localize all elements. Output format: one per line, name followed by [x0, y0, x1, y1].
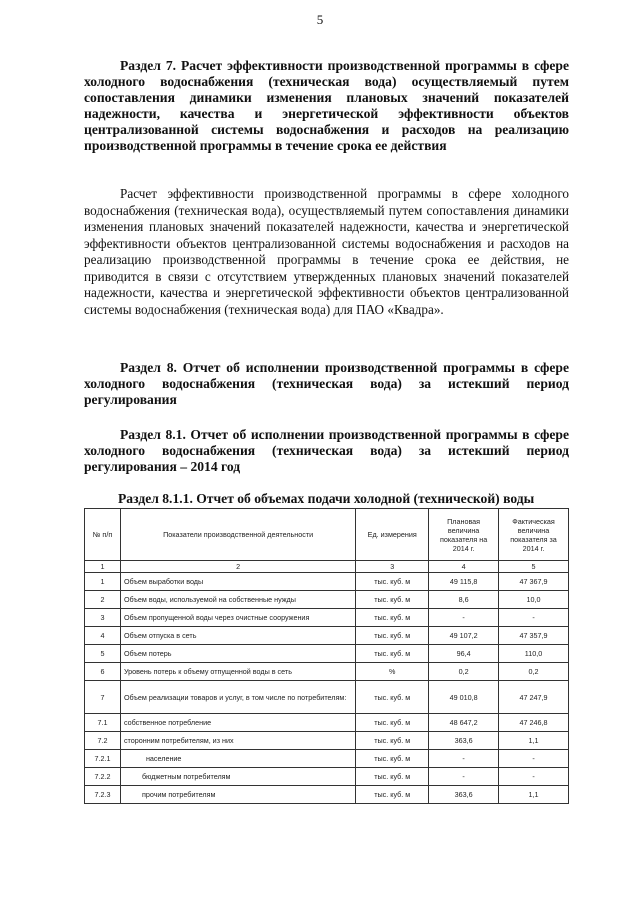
row-indicator: Объем реализации товаров и услуг, в том числе по потребителям: [120, 681, 355, 714]
row-unit: тыс. куб. м [356, 681, 429, 714]
water-supply-table [84, 508, 569, 804]
row-plan-value: - [429, 609, 499, 627]
row-indicator: прочим потребителям [120, 786, 355, 804]
table-row [85, 609, 569, 627]
row-actual-value: 47 247,9 [499, 681, 569, 714]
row-number: 7 [85, 681, 121, 714]
table-row [85, 591, 569, 609]
row-indicator: собственное потребление [120, 714, 355, 732]
table-row [85, 663, 569, 681]
row-indicator: население [120, 750, 355, 768]
row-plan-value: 0,2 [429, 663, 499, 681]
row-unit: тыс. куб. м [356, 627, 429, 645]
table-row [85, 750, 569, 768]
header-indicator: Показатели производственной деятельности [120, 509, 355, 561]
col-number: 5 [499, 561, 569, 573]
section-7-heading: Раздел 7. Расчет эффективности производственной программы в сфере холодного водоснабжения (техническая вода) осуществляемый путем сопоставления динамики изменения плановых значений показателей надежности, качества и энергетической эффективности объектов централизованной системы водоснабжения и расходов на реализацию производственной программы в течение срока ее действия [84, 58, 569, 153]
row-actual-value: - [499, 609, 569, 627]
row-number: 7.2 [85, 732, 121, 750]
table-row [85, 786, 569, 804]
row-plan-value: 49 107,2 [429, 627, 499, 645]
section-8-heading: Раздел 8. Отчет об исполнении производственной программы в сфере холодного водоснабжения (техническая вода) за истекший период регулирования [84, 360, 569, 407]
row-number: 7.1 [85, 714, 121, 732]
row-unit: тыс. куб. м [356, 591, 429, 609]
row-number: 5 [85, 645, 121, 663]
row-actual-value: 47 357,9 [499, 627, 569, 645]
row-number: 4 [85, 627, 121, 645]
row-actual-value: 1,1 [499, 786, 569, 804]
col-number: 4 [429, 561, 499, 573]
row-number: 1 [85, 573, 121, 591]
row-indicator: Объем выработки воды [120, 573, 355, 591]
row-plan-value: - [429, 768, 499, 786]
row-actual-value: - [499, 768, 569, 786]
row-indicator: сторонним потребителям, из них [120, 732, 355, 750]
col-number: 2 [120, 561, 355, 573]
row-number: 6 [85, 663, 121, 681]
section-7-paragraph: Расчет эффективности производственной программы в сфере холодного водоснабжения (техническая вода), осуществляемый путем сопоставления динамики изменения плановых значений показателей надежности, качества и энергетической эффективности объектов централизованной системы водоснабжения и расходов на реализацию производственной программы в течение срока ее действия, не приводится в связи с отсутствием утвержденных плановых значений показателей надежности, качества и энергетической эффективности объектов централизованной системы водоснабжения (техническая вода) для ПАО «Квадра». [84, 186, 569, 317]
row-indicator: бюджетным потребителям [120, 768, 355, 786]
row-number: 2 [85, 591, 121, 609]
row-unit: тыс. куб. м [356, 768, 429, 786]
row-number: 7.2.3 [85, 786, 121, 804]
row-unit: тыс. куб. м [356, 645, 429, 663]
row-plan-value: 8,6 [429, 591, 499, 609]
section-7 [84, 58, 569, 154]
row-actual-value: 10,0 [499, 591, 569, 609]
row-unit: тыс. куб. м [356, 732, 429, 750]
row-unit: тыс. куб. м [356, 750, 429, 768]
row-number: 7.2.1 [85, 750, 121, 768]
row-plan-value: - [429, 750, 499, 768]
row-indicator: Объем потерь [120, 645, 355, 663]
row-indicator: Объем воды, используемой на собственные нужды [120, 591, 355, 609]
header-num: № п/п [85, 509, 121, 561]
column-numbers-row [85, 561, 569, 573]
row-number: 7.2.2 [85, 768, 121, 786]
row-unit: % [356, 663, 429, 681]
header-plan: Плановая величина показателя на 2014 г. [429, 509, 499, 561]
col-number: 3 [356, 561, 429, 573]
table-row [85, 627, 569, 645]
header-actual: Фактическая величина показателя за 2014 г. [499, 509, 569, 561]
table-row [85, 714, 569, 732]
table-row [85, 573, 569, 591]
row-unit: тыс. куб. м [356, 573, 429, 591]
table-row [85, 732, 569, 750]
section-8-1-heading: Раздел 8.1. Отчет об исполнении производственной программы в сфере холодного водоснабжения (техническая вода) за истекший период регулирования – 2014 год [84, 427, 569, 474]
table-title: Раздел 8.1.1. Отчет об объемах подачи холодной (технической) воды [118, 491, 535, 506]
row-plan-value: 363,6 [429, 786, 499, 804]
section-8 [84, 360, 569, 408]
row-indicator: Объем отпуска в сеть [120, 627, 355, 645]
section-7-body [84, 186, 569, 318]
row-plan-value: 363,6 [429, 732, 499, 750]
table-row [85, 768, 569, 786]
row-actual-value: 0,2 [499, 663, 569, 681]
row-plan-value: 96,4 [429, 645, 499, 663]
row-number: 3 [85, 609, 121, 627]
row-plan-value: 48 647,2 [429, 714, 499, 732]
page-number: 5 [316, 12, 324, 27]
header-unit: Ед. измерения [356, 509, 429, 561]
table-header-row [85, 509, 569, 561]
col-number: 1 [85, 561, 121, 573]
row-actual-value: 47 367,9 [499, 573, 569, 591]
section-8-1 [84, 427, 569, 475]
table-row [85, 681, 569, 714]
row-actual-value: 110,0 [499, 645, 569, 663]
row-actual-value: - [499, 750, 569, 768]
row-unit: тыс. куб. м [356, 714, 429, 732]
row-indicator: Объем пропущенной воды через очистные сооружения [120, 609, 355, 627]
row-unit: тыс. куб. м [356, 609, 429, 627]
row-actual-value: 1,1 [499, 732, 569, 750]
table-row [85, 645, 569, 663]
row-plan-value: 49 010,8 [429, 681, 499, 714]
row-unit: тыс. куб. м [356, 786, 429, 804]
row-actual-value: 47 246,8 [499, 714, 569, 732]
row-plan-value: 49 115,8 [429, 573, 499, 591]
row-indicator: Уровень потерь к объему отпущенной воды в сеть [120, 663, 355, 681]
